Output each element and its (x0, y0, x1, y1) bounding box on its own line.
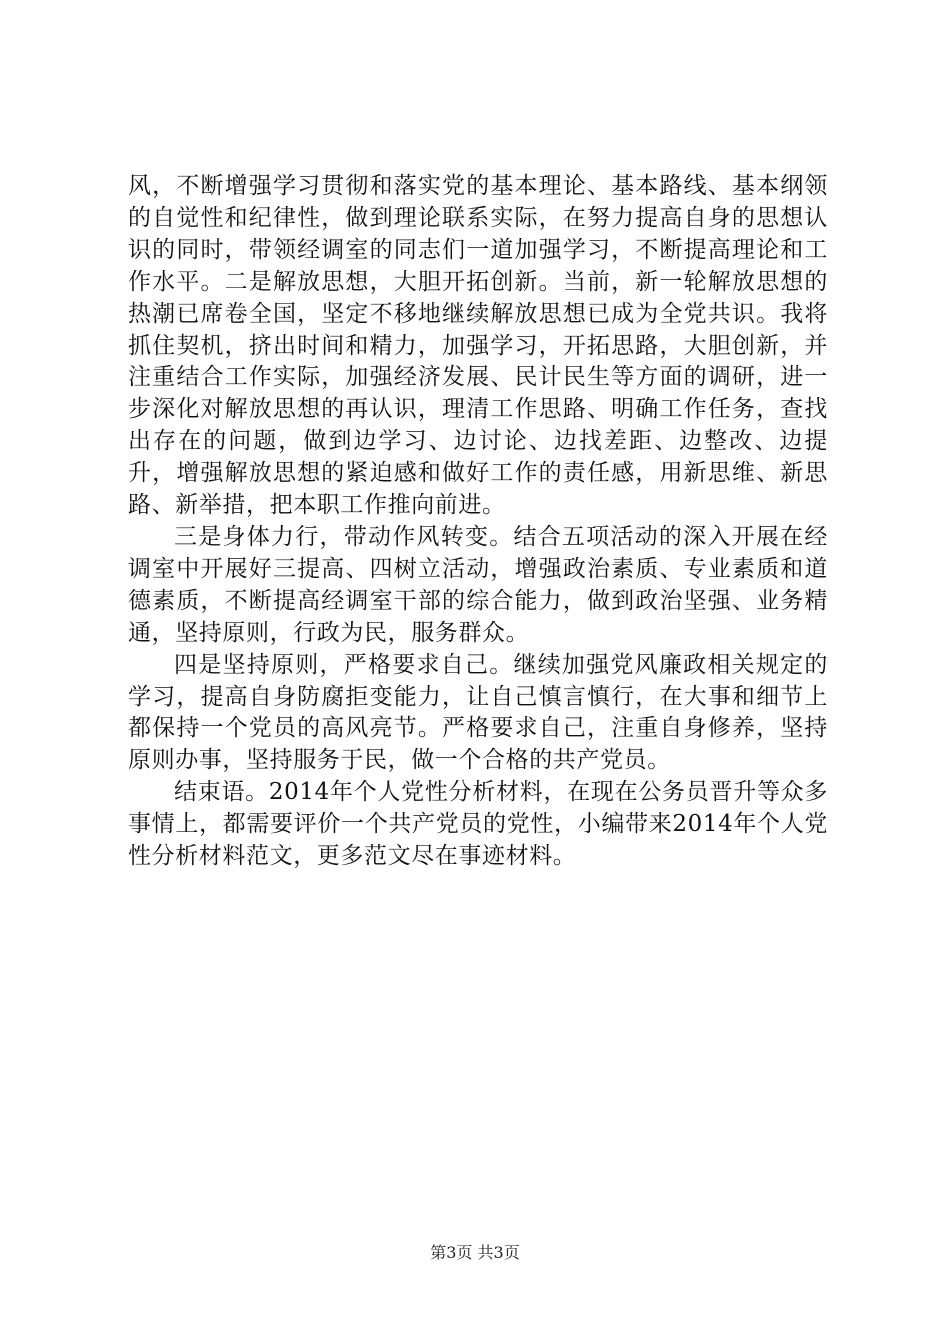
document-body (128, 171, 828, 873)
paragraph-continuation: 风，不断增强学习贯彻和落实党的基本理论、基本路线、基本纲领的自觉性和纪律性，做到理论联系实际，在努力提高自身的思想认识的同时，带领经调室的同志们一道加强学习，不断提高理论和工作水平。二是解放思想，大胆开拓创新。当前，新一轮解放思想的热潮已席卷全国，坚定不移地继续解放思想已成为全党共识。我将抓住契机，挤出时间和精力，加强学习，开拓思路，大胆创新，并注重结合工作实际，加强经济发展、民计民生等方面的调研，进一步深化对解放思想的再认识，理清工作思路、明确工作任务，查找出存在的问题，做到边学习、边讨论、边找差距、边整改、边提升，增强解放思想的紧迫感和做好工作的责任感，用新思维、新思路、新举措，把本职工作推向前进。 (128, 173, 828, 519)
paragraph-point-three: 三是身体力行，带动作风转变。结合五项活动的深入开展在经调室中开展好三提高、四树立活动，增强政治素质、专业素质和道德素质，不断提高经调室干部的综合能力，做到政治坚强、业务精通，坚持原则，行政为民，服务群众。 (128, 523, 828, 646)
paragraph-point-four: 四是坚持原则，严格要求自己。继续加强党风廉政相关规定的学习，提高自身防腐拒变能力，让自己慎言慎行，在大事和细节上都保持一个党员的高风亮节。严格要求自己，注重自身修养，坚持原则办事，坚持服务于民，做一个合格的共产党员。 (128, 651, 828, 774)
paragraph-conclusion: 结束语。2014年个人党性分析材料，在现在公务员晋升等众多事情上，都需要评价一个共产党员的党性，小编带来2014年个人党性分析材料范文，更多范文尽在事迹材料。 (128, 779, 828, 870)
page-footer (0, 1243, 950, 1263)
page-number-label: 第3页 共3页 (430, 1243, 520, 1262)
